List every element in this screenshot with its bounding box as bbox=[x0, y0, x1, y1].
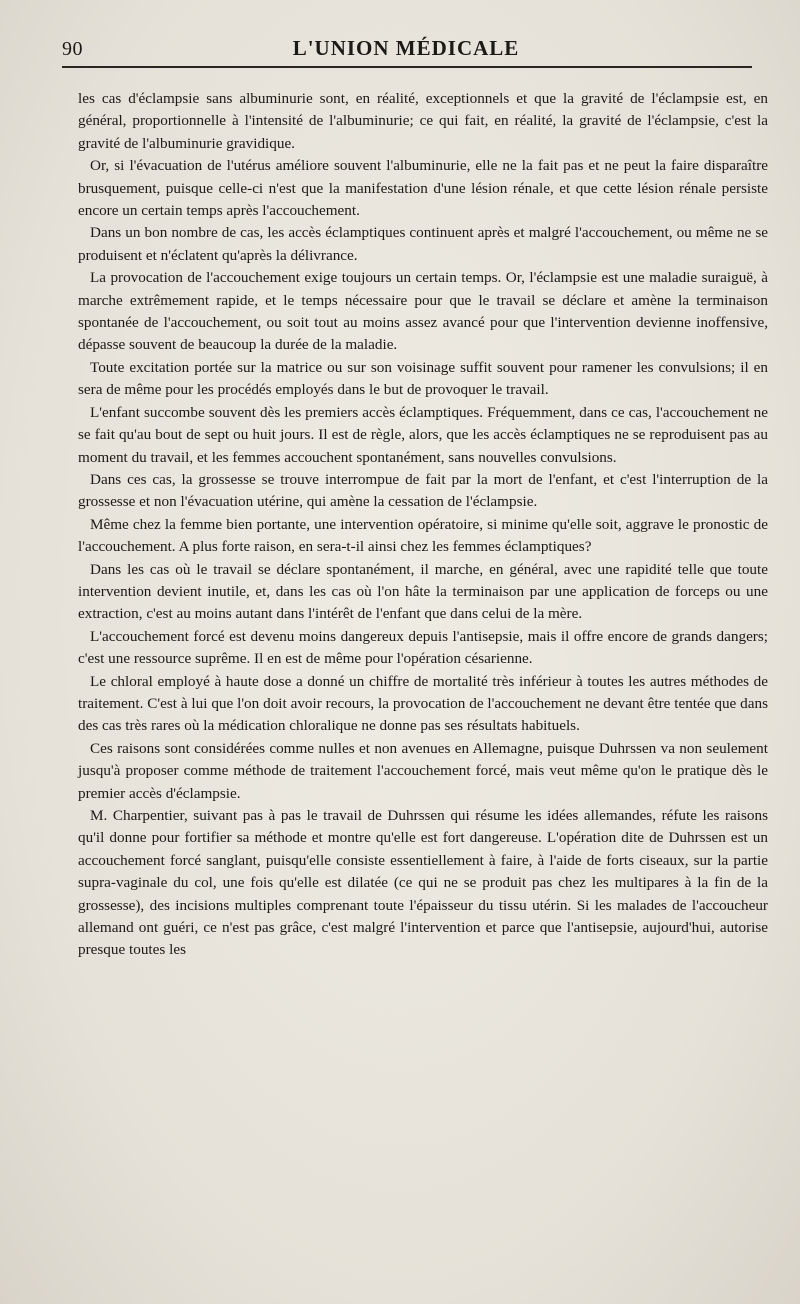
paragraph: Or, si l'évacuation de l'utérus améliore souvent l'albuminurie, elle ne la fait pas et ne peut la faire disparaître brusquement, puisque celle-ci n'est que la manifestation d'une lésion rénale, et que cette lésion rénale persiste encore un certain temps après l'accouchement. bbox=[78, 157, 768, 220]
paragraph: L'accouchement forcé est devenu moins dangereux depuis l'antisepsie, mais il offre encore de grands dangers; c'est une ressource suprême. Il en est de même pour l'opération césarienne. bbox=[78, 627, 768, 668]
paragraph: les cas d'éclampsie sans albuminurie sont, en réalité, exceptionnels et que la gravité de l'éclampsie est, en général, proportionnelle à l'intensité de l'albuminurie; ce qui fait, en réalité, la gravité de l'éclampsie, c'est la gravité de l'albuminurie gravidique. bbox=[78, 90, 768, 152]
paragraph: La provocation de l'accouchement exige toujours un certain temps. Or, l'éclampsie est une maladie suraiguë, à marche extrêmement rapide, et le temps nécessaire pour que le travail se déclare et amène la terminaison spontanée de l'accouchement, ou soit tout au moins assez avancé pour que l'intervention devienne inoffensive, dépasse souvent de beaucoup la durée de la maladie. bbox=[78, 269, 768, 354]
paragraph: Ces raisons sont considérées comme nulles et non avenues en Allemagne, puisque Duhrssen va non seulement jusqu'à proposer comme méthode de traitement l'accouchement forcé, mais veut même qu'on le pratique dès le premier accès d'éclampsie. bbox=[78, 739, 768, 802]
paragraph: Toute excitation portée sur la matrice ou sur son voisinage suffit souvent pour ramener les convulsions; il en sera de même pour les procédés employés dans le but de provoquer le travail. bbox=[78, 358, 768, 399]
running-title: L'UNION MÉDICALE bbox=[292, 36, 520, 60]
paragraph: Dans ces cas, la grossesse se trouve interrompue de fait par la mort de l'enfant, et c'est l'interruption de la grossesse et non l'évacuation utérine, qui amène la cessation de l'éclampsie. bbox=[78, 470, 768, 511]
paragraph: M. Charpentier, suivant pas à pas le travail de Duhrssen qui résume les idées allemandes, réfute les raisons qu'il donne pour fortifier sa méthode et montre qu'elle est fort dangereuse. L'opération dite de Duhrssen est un accouchement forcé sanglant, puisqu'elle consiste essentiellement à faire, à l'aide de forts ciseaux, sur la partie supra-vaginale du col, une fois qu'elle est dilatée (ce qui ne se produit pas chez les multipares à la fin de la grossesse), des incisions multiples comprenant toute l'épaisseur du tissu utérin. Si les malades de l'accoucheur allemand ont guéri, ce n'est pas grâce, c'est malgré l'intervention et parce que l'antisepsie, aujourd'hui, autorise presque toutes les bbox=[78, 807, 768, 959]
paragraph: Dans un bon nombre de cas, les accès éclamptiques continuent après et malgré l'accouchement, ou même ne se produisent et n'éclatent qu'après la délivrance. bbox=[78, 224, 768, 264]
paragraph: L'enfant succombe souvent dès les premiers accès éclamptiques. Fréquemment, dans ce cas, l'accouchement ne se fait qu'au bout de sept ou huit jours. Il est de règle, alors, que les accès éclamptiques ne se reproduisent pas au moment du travail, et les femmes accouchent spontanément, sans nouvelles convulsions. bbox=[78, 403, 768, 466]
page-number: 90 bbox=[62, 38, 83, 60]
paragraph: Même chez la femme bien portante, une intervention opératoire, si minime qu'elle soit, aggrave le pronostic de l'accouchement. A plus forte raison, en sera-t-il ainsi chez les femmes éclamptiques? bbox=[78, 515, 768, 556]
body-text bbox=[78, 88, 768, 962]
paragraph: Le chloral employé à haute dose a donné un chiffre de mortalité très inférieur à toutes les autres méthodes de traitement. C'est à lui que l'on doit avoir recours, la provocation de l'accouchement ne devant être tentée que dans des cas très rares où la médication chloralique ne donne pas ses résultats habituels. bbox=[78, 672, 768, 735]
header-rule bbox=[62, 66, 752, 68]
paragraph: Dans les cas où le travail se déclare spontanément, il marche, en général, avec une rapidité telle que toute intervention devient inutile, et, dans les cas où l'on hâte la terminaison par une application de forceps ou une extraction, c'est au moins autant dans l'intérêt de l'enfant que dans celui de la mère. bbox=[78, 560, 768, 623]
page-header bbox=[62, 28, 750, 64]
